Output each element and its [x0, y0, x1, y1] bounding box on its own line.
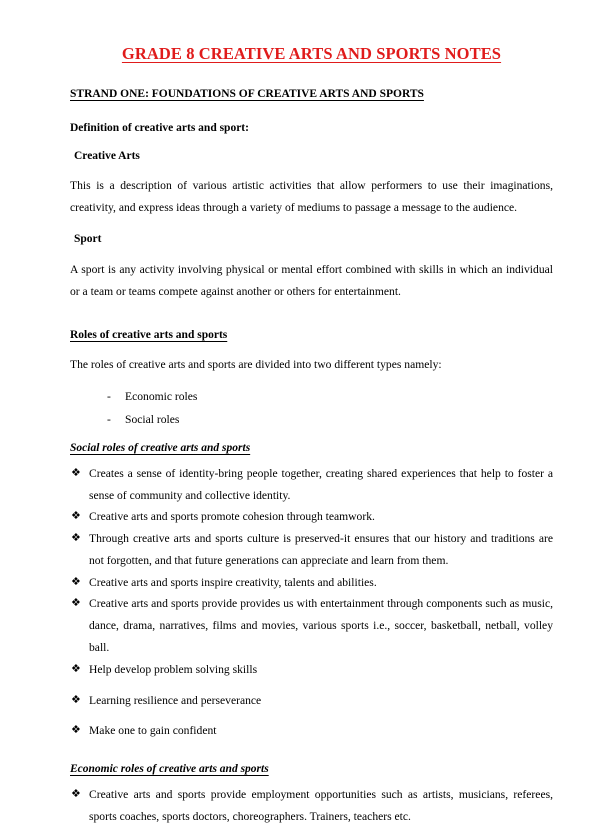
creative-arts-paragraph: This is a description of various artistic activities that allow performers to use their imaginations, creativity, and express ideas through a variety of mediums to passage a message to the audience. [70, 179, 553, 215]
list-item [70, 409, 553, 431]
list-item-label: Creative arts and sports inspire creativity, talents and abilities. [89, 575, 377, 589]
social-roles-list [70, 463, 553, 742]
list-item-label: Creative arts and sports provide employment opportunities such as artists, musicians, referees, sports coaches, sports doctors, choreographers. Trainers, teachers etc. [89, 788, 553, 823]
list-item-label: Social roles [125, 413, 180, 426]
list-item [70, 659, 553, 681]
list-item [70, 386, 553, 408]
roles-intro-paragraph: The roles of creative arts and sports are divided into two different types namely: [70, 358, 442, 372]
diamond-bullet-icon: ❖ [71, 787, 81, 801]
list-item [70, 720, 553, 742]
sport-paragraph: A sport is any activity involving physical or mental effort combined with skills in which an individual or a team or teams compete against another or others for entertainment. [70, 262, 553, 298]
list-item [70, 593, 553, 658]
roles-type-list [70, 386, 553, 431]
roles-heading: Roles of creative arts and sports [70, 328, 228, 341]
diamond-bullet-icon: ❖ [71, 574, 81, 588]
list-item [70, 690, 553, 712]
dash-bullet-icon: - [107, 390, 111, 404]
sport-subheading: Sport [74, 233, 102, 245]
list-item [70, 572, 553, 594]
dash-bullet-icon: - [107, 413, 111, 426]
list-item-label: Creative arts and sports promote cohesion through teamwork. [89, 510, 375, 524]
diamond-bullet-icon: ❖ [71, 596, 81, 610]
list-item [70, 528, 553, 572]
list-item-label: Creative arts and sports provide provides us with entertainment through components such as music, dance, drama, narratives, films and movies, various sports i.e., soccer, basketball, netball, volley ball. [89, 597, 553, 654]
list-item-label: Creates a sense of identity-bring people together, creating shared experiences that help to foster a sense of community and collective identity. [89, 466, 553, 502]
creative-arts-subheading: Creative Arts [74, 149, 140, 162]
list-item-label: Help develop problem solving skills [89, 662, 258, 676]
diamond-bullet-icon: ❖ [71, 465, 81, 479]
economic-roles-heading: Economic roles of creative arts and sports [70, 763, 269, 776]
social-roles-heading: Social roles of creative arts and sports [70, 441, 251, 454]
diamond-bullet-icon: ❖ [71, 661, 81, 675]
document-content [70, 44, 553, 828]
strand-heading: STRAND ONE: FOUNDATIONS OF CREATIVE ARTS AND SPORTS [70, 87, 424, 100]
definition-heading: Definition of creative arts and sport: [70, 121, 249, 134]
list-item-label: Economic roles [125, 390, 198, 404]
diamond-bullet-icon: ❖ [71, 723, 81, 737]
list-item-label: Through creative arts and sports culture is preserved-it ensures that our history and traditions are not forgotten, and that future generations can appreciate and learn from them. [89, 532, 553, 567]
section-spacer [70, 742, 553, 762]
diamond-bullet-icon: ❖ [71, 692, 81, 706]
list-item [70, 463, 553, 507]
page-title: GRADE 8 CREATIVE ARTS AND SPORTS NOTES [121, 44, 502, 63]
diamond-bullet-icon: ❖ [71, 509, 81, 523]
list-item-label: Learning resilience and perseverance [89, 693, 262, 707]
section-spacer [70, 316, 553, 328]
economic-roles-list [70, 784, 553, 828]
diamond-bullet-icon: ❖ [71, 531, 81, 545]
list-item-label: Make one to gain confident [89, 724, 217, 738]
list-item [70, 506, 553, 528]
list-item [70, 784, 553, 828]
